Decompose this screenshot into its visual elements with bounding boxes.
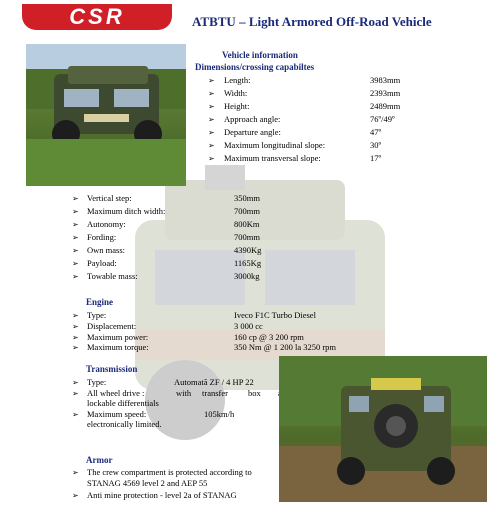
spec-value: Automată ZF / 4 HP 22 xyxy=(174,377,254,387)
spec-value: 47º xyxy=(370,127,382,137)
spec-value: 3983mm xyxy=(370,75,401,85)
spec-value: 800Km xyxy=(234,219,260,229)
bullet-arrow-icon: ➢ xyxy=(72,410,79,419)
spec-label: Width: xyxy=(224,88,248,98)
armor-text-line: The crew compartment is protected according to xyxy=(87,467,252,477)
spec-label: Autonomy: xyxy=(87,219,126,229)
spec-value: 3000kg xyxy=(234,271,260,281)
spec-label: Maximum torque: xyxy=(87,342,149,352)
bullet-arrow-icon: ➢ xyxy=(208,76,215,85)
spec-label: Approach angle: xyxy=(224,114,281,124)
spec-value: 105km/h xyxy=(204,409,235,419)
spec-value: 17º xyxy=(370,153,382,163)
spec-label: Maximum transversal slope: xyxy=(224,153,321,163)
spec-value: box xyxy=(248,388,261,398)
armor-text-line: STANAG 4569 level 2 and AEP 55 xyxy=(87,478,208,488)
spec-label: Departure angle: xyxy=(224,127,281,137)
vehicle-photo-mud xyxy=(279,356,487,502)
bullet-arrow-icon: ➢ xyxy=(208,89,215,98)
company-logo xyxy=(22,4,172,30)
bullet-arrow-icon: ➢ xyxy=(208,102,215,111)
spec-label: Displacement: xyxy=(87,321,137,331)
spec-value: Iveco F1C Turbo Diesel xyxy=(234,310,316,320)
bullet-arrow-icon: ➢ xyxy=(72,220,79,229)
bullet-arrow-icon: ➢ xyxy=(72,246,79,255)
spec-value: 3 000 cc xyxy=(234,321,263,331)
page-title: ATBTU – Light Armored Off-Road Vehicle xyxy=(192,14,432,29)
spec-value: 160 cp @ 3 200 rpm xyxy=(234,332,304,342)
bullet-arrow-icon: ➢ xyxy=(72,389,79,398)
spec-value: 76º/49º xyxy=(370,114,395,124)
spec-value: 4390Kg xyxy=(234,245,262,255)
bullet-arrow-icon: ➢ xyxy=(208,154,215,163)
vehicle-photo-field xyxy=(26,44,186,186)
list-item-continuation: electronically limited. xyxy=(87,419,162,429)
spec-label: Type: xyxy=(87,310,107,320)
armor-text-line: Anti mine protection - level 2a of STANAG xyxy=(87,490,237,500)
bullet-arrow-icon: ➢ xyxy=(72,311,79,320)
vehicle-photo-field-graphic xyxy=(26,44,186,186)
spec-value: with xyxy=(176,388,192,398)
bullet-arrow-icon: ➢ xyxy=(72,491,79,500)
bullet-arrow-icon: ➢ xyxy=(72,272,79,281)
bullet-arrow-icon: ➢ xyxy=(72,259,79,268)
vehicle-info-heading: Vehicle information xyxy=(222,50,298,60)
spec-label: All wheel drive : xyxy=(87,388,145,398)
spec-label: Maximum speed: xyxy=(87,409,147,419)
bullet-arrow-icon: ➢ xyxy=(72,343,79,352)
spec-label: Own mass: xyxy=(87,245,126,255)
bullet-arrow-icon: ➢ xyxy=(208,128,215,137)
spec-value: 350 Nm @ 1 200 la 3250 rpm xyxy=(234,342,337,352)
bullet-arrow-icon: ➢ xyxy=(72,468,79,477)
logo-text: CSR xyxy=(69,4,125,29)
bullet-arrow-icon: ➢ xyxy=(72,333,79,342)
spec-value: 1165Kg xyxy=(234,258,262,268)
spec-value: 30º xyxy=(370,140,382,150)
spec-label: Maximum power: xyxy=(87,332,149,342)
spec-value: 2489mm xyxy=(370,101,401,111)
bullet-arrow-icon: ➢ xyxy=(72,322,79,331)
transmission-heading: Transmission xyxy=(86,364,138,374)
spec-label: Maximum longitudinal slope: xyxy=(224,140,326,150)
spec-label: Height: xyxy=(224,101,250,111)
spec-label: Maximum ditch width: xyxy=(87,206,166,216)
spec-label: Towable mass: xyxy=(87,271,138,281)
bullet-arrow-icon: ➢ xyxy=(72,378,79,387)
engine-heading: Engine xyxy=(86,297,114,307)
spec-label: Fording: xyxy=(87,232,117,242)
bullet-arrow-icon: ➢ xyxy=(208,115,215,124)
armor-heading: Armor xyxy=(86,455,113,465)
spec-value: 350mm xyxy=(234,193,260,203)
spec-value: 2393mm xyxy=(370,88,401,98)
bullet-arrow-icon: ➢ xyxy=(72,194,79,203)
spec-label: Length: xyxy=(224,75,251,85)
spec-label: Payload: xyxy=(87,258,117,268)
bullet-arrow-icon: ➢ xyxy=(72,233,79,242)
list-item-continuation: lockable differentials xyxy=(87,398,159,408)
spec-value: 700mm xyxy=(234,232,260,242)
bullet-arrow-icon: ➢ xyxy=(72,207,79,216)
spec-value: 700mm xyxy=(234,206,260,216)
spec-label: Type: xyxy=(87,377,107,387)
bullet-arrow-icon: ➢ xyxy=(208,141,215,150)
spec-label: Vertical step: xyxy=(87,193,132,203)
vehicle-photo-mud-graphic xyxy=(279,356,487,502)
spec-value: transfer xyxy=(202,388,228,398)
dimensions-subheading: Dimensions/crossing capabiltes xyxy=(195,62,315,72)
